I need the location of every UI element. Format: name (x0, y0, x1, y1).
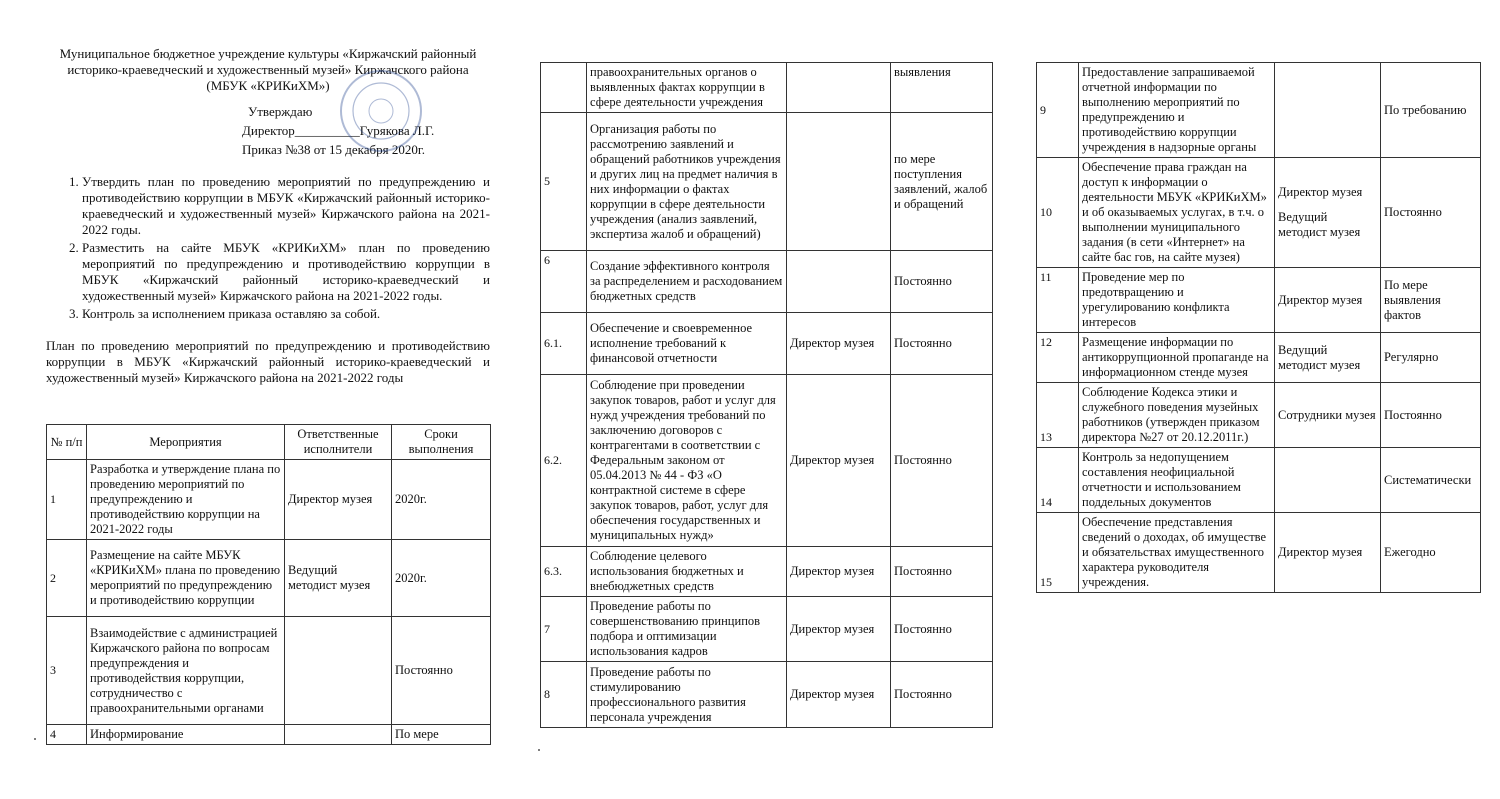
row-term: по мере поступления заявлений, жалоб и обращений (891, 113, 993, 251)
table-row (47, 617, 491, 725)
table-row (1037, 158, 1481, 268)
row-term: 2020г. (392, 460, 491, 540)
row-event: Размещение на сайте МБУК «КРИКиХМ» плана по проведению мероприятий по предупреждению и противодействию коррупции (87, 540, 285, 617)
decree-item: 3. Контроль за исполнением приказа оставляю за собой. (82, 306, 490, 322)
row-term: Постоянно (1381, 158, 1481, 268)
page-column-2 (540, 62, 992, 728)
decree-item: 1. Утвердить план по проведению мероприятий по предупреждению и противодействию коррупции в МБУК «Киржачский районный историко-краеведческий и художественный музей» Киржачского района на 2021-2022 годы. (82, 174, 490, 238)
row-num: 8 (541, 662, 587, 728)
row-responsible: Директор музея (787, 662, 891, 728)
row-event: Разработка и утверждение плана по проведению мероприятий по предупреждению и противодействию коррупции на 2021-2022 годы (87, 460, 285, 540)
table-row (541, 113, 993, 251)
row-responsible: Директор музея (787, 597, 891, 662)
row-num: 9 (1037, 63, 1079, 158)
row-responsible: Ведущий методист музея (285, 540, 392, 617)
scan-speck (538, 749, 540, 751)
row-num: 6.3. (541, 547, 587, 597)
plan-title: План по проведению мероприятий по предупреждению и противодействию коррупции в МБУК «Киржачский районный историко-краеведческий и художественный музей» Киржачского района на 2021-2022 годы (46, 338, 490, 385)
header-num: № п/п (47, 425, 87, 460)
row-num: 4 (47, 725, 87, 745)
approval-order: Приказ №38 от 15 декабря 2020г. (242, 142, 426, 157)
table-row (47, 540, 491, 617)
row-term: выявления (891, 63, 993, 113)
row-term: Систематически (1381, 448, 1481, 513)
row-responsible: Сотрудники музея (1275, 383, 1381, 448)
row-responsible: Директор музея (787, 547, 891, 597)
row-num: 12 (1037, 333, 1079, 383)
row-term: Постоянно (891, 251, 993, 313)
row-event: Обеспечение права граждан на доступ к информации о деятельности МБУК «КРИКиХМ» и об оказываемых услугах, в т.ч. о выполнении муниципального задания (в сети «Интернет» на сайте бас гов, на сайте музея) (1079, 158, 1275, 268)
row-responsible: Директор музея (787, 313, 891, 375)
row-term: По мере (392, 725, 491, 745)
row-responsible: Ведущий методист музея (1275, 333, 1381, 383)
row-term: Постоянно (891, 313, 993, 375)
row-event: Контроль за недопущением составления неофициальной отчетности и использованием поддельных документов (1079, 448, 1275, 513)
row-event: правоохранительных органов о выявленных фактах коррупции в сфере деятельности учреждения (587, 63, 787, 113)
row-num: 6.1. (541, 313, 587, 375)
page-column-1 (46, 46, 490, 745)
row-responsible (787, 63, 891, 113)
row-event: Размещение информации по антикоррупционной пропаганде на информационном стенде музея (1079, 333, 1275, 383)
table-row (1037, 268, 1481, 333)
table-row (47, 460, 491, 540)
table-header-row (47, 425, 491, 460)
table-row (541, 597, 993, 662)
decree-item: 2. Разместить на сайте МБУК «КРИКиХМ» план по проведению мероприятий по предупреждению и противодействию коррупции в МБУК «Киржачский районный историко-краеведческий и художественный музей» Киржачского района на 2021-2022 годы. (82, 240, 490, 304)
row-event: Обеспечение и своевременное исполнение требований к финансовой отчетности (587, 313, 787, 375)
row-term: Постоянно (891, 597, 993, 662)
row-term: Постоянно (392, 617, 491, 725)
row-num: 7 (541, 597, 587, 662)
table-row (1037, 333, 1481, 383)
row-term: Постоянно (1381, 383, 1481, 448)
row-num: 6 (541, 251, 587, 313)
responsible-methodist: Ведущий методист музея (1278, 210, 1361, 239)
row-event: Обеспечение представления сведений о доходах, об имуществе и обязательствах имущественного характера руководителя учреждения. (1079, 513, 1275, 593)
row-num: 11 (1037, 268, 1079, 333)
row-responsible (787, 251, 891, 313)
row-num: 10 (1037, 158, 1079, 268)
row-responsible (1275, 63, 1381, 158)
row-num (541, 63, 587, 113)
row-term: Постоянно (891, 662, 993, 728)
row-num: 13 (1037, 383, 1079, 448)
header-event: Мероприятия (87, 425, 285, 460)
row-responsible (285, 617, 392, 725)
row-term: 2020г. (392, 540, 491, 617)
row-term: Регулярно (1381, 333, 1481, 383)
row-responsible (1275, 158, 1381, 268)
row-event: Предоставление запрашиваемой отчетной информации по выполнению мероприятий по предупреждению и противодействию коррупции учреждения в надзорные органы (1079, 63, 1275, 158)
table-row (541, 662, 993, 728)
row-num: 3 (47, 617, 87, 725)
row-num: 15 (1037, 513, 1079, 593)
table-row (1037, 63, 1481, 158)
table-row (541, 313, 993, 375)
row-event: Соблюдение целевого использования бюджетных и внебюджетных средств (587, 547, 787, 597)
row-num: 14 (1037, 448, 1079, 513)
row-event: Взаимодействие с администрацией Киржачского района по вопросам предупреждения и противодействия коррупции, сотрудничество с правоохранительными органами (87, 617, 285, 725)
row-term: По мере выявления фактов (1381, 268, 1481, 333)
row-event: Соблюдение при проведении закупок товаров, работ и услуг для нужд учреждения требований по заключению договоров с контрагентами в соответствии с Федеральным законом от 05.04.2013 № 44 - ФЗ «О контрактной системе в сфере закупок товаров, работ, услуг для обеспечения государственных и муниципальных нужд» (587, 375, 787, 547)
row-responsible: Директор музея (787, 375, 891, 547)
row-event: Проведение работы по совершенствованию принципов подбора и оптимизации использования кадров (587, 597, 787, 662)
header-line-3: (МБУК «КРИКиХМ») (206, 78, 330, 93)
row-responsible (285, 725, 392, 745)
plan-table-part-2 (540, 62, 993, 728)
approval-title: Утверждаю (248, 104, 313, 119)
approval-director: Директор__________Гурякова Л.Г. (242, 123, 435, 138)
header-term: Сроки выполнения (392, 425, 491, 460)
approval-block (242, 104, 490, 158)
row-event: Организация работы по рассмотрению заявлений и обращений работников учреждения и других лиц на предмет наличия в них информации о фактах коррупции в сфере деятельности учреждения (анализ заявлений, экспертиза жалоб и обращений) (587, 113, 787, 251)
header-responsible: Ответственные исполнители (285, 425, 392, 460)
seal-stamp-icon (338, 68, 424, 154)
row-num: 1 (47, 460, 87, 540)
page-column-3 (1036, 62, 1480, 593)
table-row (47, 725, 491, 745)
table-row (541, 375, 993, 547)
row-responsible (1275, 448, 1381, 513)
row-event: Проведение работы по стимулированию профессионального развития персонала учреждения (587, 662, 787, 728)
decree-list (46, 174, 490, 322)
row-responsible: Директор музея (1275, 268, 1381, 333)
row-term: Постоянно (891, 547, 993, 597)
row-responsible: Директор музея (1275, 513, 1381, 593)
plan-table-part-1 (46, 424, 491, 745)
table-row (1037, 448, 1481, 513)
row-term: Ежегодно (1381, 513, 1481, 593)
table-row (541, 547, 993, 597)
row-responsible (787, 113, 891, 251)
scan-speck (34, 738, 36, 740)
row-term: По требованию (1381, 63, 1481, 158)
row-event: Информирование (87, 725, 285, 745)
row-responsible: Директор музея (285, 460, 392, 540)
responsible-director: Директор музея (1278, 185, 1363, 199)
row-event: Создание эффективного контроля за распределением и расходованием бюджетных средств (587, 251, 787, 313)
row-num: 5 (541, 113, 587, 251)
plan-table-part-3 (1036, 62, 1481, 593)
row-num: 2 (47, 540, 87, 617)
table-row (1037, 513, 1481, 593)
row-term: Постоянно (891, 375, 993, 547)
table-row (541, 63, 993, 113)
row-event: Проведение мер по предотвращению и урегулированию конфликта интересов (1079, 268, 1275, 333)
header-line-2: историко-краеведческий и художественный музей» Киржачского района (67, 62, 469, 77)
row-event: Соблюдение Кодекса этики и служебного поведения музейных работников (утвержден приказом директора №27 от 20.12.2011г.) (1079, 383, 1275, 448)
table-row (1037, 383, 1481, 448)
row-num: 6.2. (541, 375, 587, 547)
table-row (541, 251, 993, 313)
header-line-1: Муниципальное бюджетное учреждение культуры «Киржачский районный (59, 46, 477, 61)
